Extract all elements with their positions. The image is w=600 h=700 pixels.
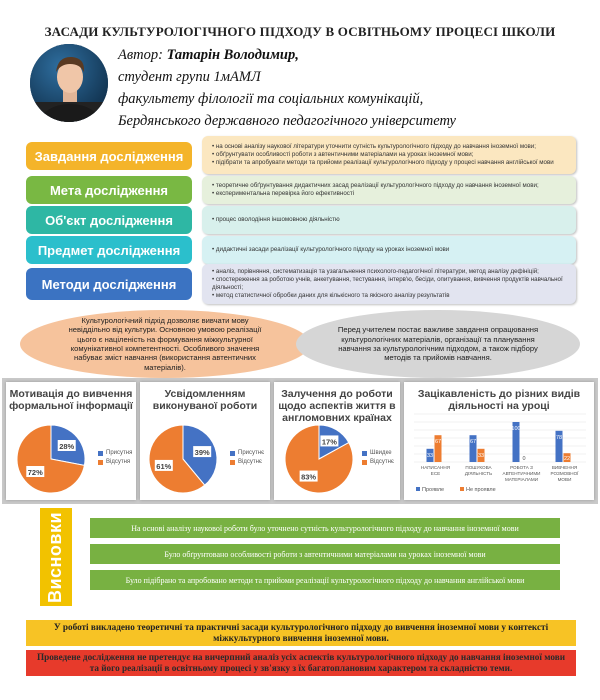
category-label: ДІЯЛЬНІСТЬ	[464, 471, 493, 476]
legend-label: Не проявле	[466, 487, 496, 493]
bar-chart	[404, 410, 594, 500]
poster-title: ЗАСАДИ КУЛЬТУРОЛОГІЧНОГО ПІДХОДУ В ОСВІТНЬОМУ ПРОЦЕСІ ШКОЛИ	[44, 24, 556, 39]
research-content	[202, 176, 576, 204]
chart-title: Зацікавленість до різних видів діяльності на уроці	[417, 388, 581, 412]
conclusions-label-text: Висновки	[45, 511, 66, 603]
research-row-object	[26, 206, 576, 234]
bar-value-label: 67	[434, 439, 442, 446]
pie-chart-card	[6, 382, 136, 500]
pie-chart	[14, 422, 88, 496]
research-row-goal	[26, 176, 576, 204]
pie-value-label: 17%	[321, 437, 337, 447]
research-item: • дидактичні засади реалізації культурологічного підходу на уроках іноземної мови	[212, 246, 570, 254]
research-row-tasks	[26, 136, 576, 174]
conclusion-item: Було обґрунтовано особливості роботи з автентичними матеріалами на уроках іноземної мови	[90, 544, 560, 564]
legend-label: Відсутнє	[370, 459, 394, 465]
pie-chart	[146, 422, 220, 496]
author-name: Татарін Володимир,	[166, 47, 299, 63]
research-item: • метод статистичної обробки даних для кількісного та якісного аналізу результатів	[212, 292, 570, 300]
research-label: Завдання дослідження	[26, 142, 192, 170]
conclusion-item: На основі аналізу наукової роботи було уточнено сутність культурологічного підходу до навчання іноземної мови	[90, 518, 560, 538]
research-content	[202, 236, 576, 264]
pie-chart	[282, 422, 356, 496]
summary-band: У роботі викладено теоретичні та практичні засади культурологічного підходу до вивчення іноземної мови у контексті міжкультурного вивчення іноземної мови.	[26, 620, 576, 646]
category-label: НАПИСАННЯ	[420, 465, 451, 470]
research-label: Предмет дослідження	[26, 236, 192, 264]
category-label: АВТЕНТИЧНИМИ	[502, 471, 541, 476]
legend-label: Проявле	[422, 487, 445, 493]
bar-value-label: 33	[477, 452, 485, 459]
research-label: Методи дослідження	[26, 268, 192, 300]
chart-title: Мотивація до вивчення формальної інформації	[9, 388, 133, 412]
research-item: • підібрати та апробувати методи та прийоми реалізації культурологічного підходу у процесі навчання англійської мови	[212, 159, 570, 167]
research-content	[202, 206, 576, 234]
author-faculty: факультету філології та соціальних комунікацій,	[118, 91, 424, 107]
category-label: РОЗМОВНОЇ	[550, 471, 579, 476]
research-row-subject	[26, 236, 576, 264]
conclusion-item: Було підібрано та апробовано методи та прийоми реалізації культурологічного підходу до навчання англійської мови	[90, 570, 560, 590]
pie-value-label: 72%	[27, 468, 43, 478]
bar-chart-card	[404, 382, 594, 500]
legend-label: Швидке	[370, 450, 392, 456]
bar-value-label: 67	[469, 439, 477, 446]
legend-label: Присутнє	[238, 450, 265, 456]
disclaimer-band: Проведене дослідження не претендує на вичерпний аналіз усіх аспектів культурологічного підходу до навчання іноземної мови та його реалізації в освітньому процесі у зв'язку з їх багатоплановим характером та складністю теми.	[26, 650, 576, 676]
category-label: МОВИ	[557, 477, 572, 482]
legend-swatch	[416, 487, 420, 491]
category-label: РОБОТА З	[510, 465, 533, 470]
chart-legend	[362, 450, 394, 468]
chart-legend	[98, 450, 132, 468]
author-prefix: Автор:	[118, 47, 167, 63]
approach-ellipse: Культурологічний підхід дозволяє вивчати мову невіддільно від культури. Основною умовою реалізації цього є націленість на формування міжкультурної комунікативної компетентності. Особливого значення набуває зміст навчання (використання автентичних матеріалів).	[20, 310, 310, 378]
bar-value-label: 100	[511, 426, 521, 432]
research-label: Мета дослідження	[26, 176, 192, 204]
research-item: • теоретичне обґрунтування дидактичних засад реалізації культурологічного підходу до навчання іноземної мови;	[212, 182, 570, 190]
research-row-methods	[26, 264, 576, 304]
research-item: • спостереження за роботою учнів, анкетування, тестування, інтерв'ю, бесіди, опитування, вивчення продуктів навчальної діяльності;	[212, 276, 570, 292]
pie-chart-card	[274, 382, 400, 500]
research-item: • на основі аналізу наукової літератури уточнити сутність культурологічного підходу до навчання іноземної мови;	[212, 143, 570, 151]
research-item: • експериментальна перевірка його ефективності	[212, 190, 570, 198]
pie-value-label: 28%	[59, 441, 75, 451]
bar-value-label: 0	[522, 456, 526, 462]
legend-label: Присутня	[106, 450, 133, 456]
category-label: ПОШУКОВА	[465, 465, 492, 470]
pie-value-label: 39%	[194, 448, 210, 458]
category-label: МАТЕРІАЛАМИ	[504, 477, 539, 482]
research-label: Об'єкт дослідження	[26, 206, 192, 234]
research-content	[202, 264, 576, 304]
research-item: • аналіз, порівняння, систематизація та узагальнення психолого-педагогічної літератури, метод аналізу дефініцій;	[212, 268, 570, 276]
category-label: ЕСЕ	[430, 471, 441, 476]
legend-label: Відсутнє	[238, 459, 262, 465]
bar-value-label: 33	[426, 452, 434, 459]
author-group: студент групи 1мАМЛ	[118, 69, 261, 85]
chart-title: Усвідомленням виконуваної роботи	[152, 388, 258, 412]
author-block	[118, 44, 456, 132]
teacher-task-ellipse: Перед учителем постає важливе завдання опрацювання культурологічних матеріалів, організації та планування навчання за культурологічним підходом, а також підбору методів та прийомів навчання.	[296, 310, 580, 378]
bar-value-label: 78	[555, 434, 563, 441]
author-photo	[30, 44, 108, 122]
chart-title: Залучення до роботи щодо аспектів життя в англомовних країнах	[278, 388, 396, 424]
research-item: • обґрунтувати особливості роботи з автентичними матеріалами на уроках іноземної мови;	[212, 151, 570, 159]
legend-label: Відсутня	[106, 459, 131, 465]
research-item: • процес оволодіння іншомовною діяльністю	[212, 216, 570, 224]
pie-value-label: 61%	[156, 461, 172, 471]
conclusions-label	[40, 508, 72, 606]
legend-swatch	[460, 487, 464, 491]
research-content	[202, 136, 576, 174]
category-label: ВИВЧЕННЯ	[551, 465, 578, 470]
pie-chart-card	[140, 382, 270, 500]
chart-legend	[230, 450, 264, 468]
pie-value-label: 83%	[301, 472, 317, 482]
bar-value-label: 22	[563, 456, 571, 462]
author-university: Бердянського державного педагогічного університету	[118, 113, 456, 129]
